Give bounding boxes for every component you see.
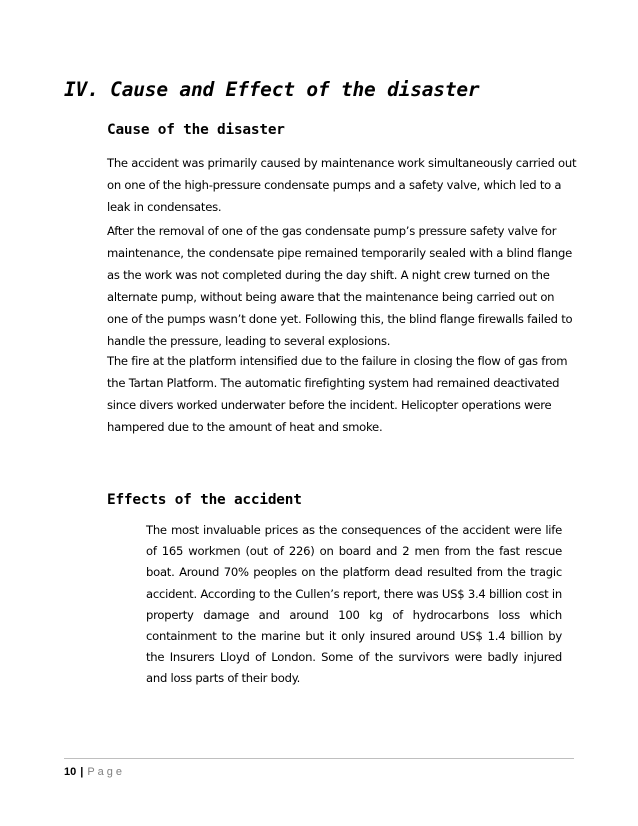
effects-heading: Effects of the accident	[107, 492, 302, 508]
effects-paragraph: The most invaluable prices as the consequences of the accident were life of 165 workmen (out of 226) on board and 2 men from the fast rescue boat. Around 70% peoples on the platform dead resulted from the tragic accident. According to the Cullen’s report, there was US$ 3.4 billion cost in property damage and around 100 kg of hydrocarbons loss which containment to the marine but it only insured around US$ 1.4 billion by the Insurers Lloyd of London. Some of the survivors were badly injured and loss parts of their body.	[146, 523, 562, 686]
cause-paragraph: After the removal of one of the gas condensate pump’s pressure safety valve for maintenance, the condensate pipe remained temporarily sealed with a blind flange as the work was not completed during the day shift. A night crew turned on the alternate pump, without being aware that the maintenance being carried out on one of the pumps wasn’t done yet. Following this, the blind flange firewalls failed to handle the pressure, leading to several explosions.	[107, 224, 573, 348]
page-footer	[64, 766, 125, 778]
page-label: Page	[87, 766, 126, 778]
footer-separator: |	[80, 766, 84, 778]
page-number: 10	[64, 766, 77, 778]
section-title: IV. Cause and Effect of the disaster	[64, 78, 480, 101]
cause-paragraph: The accident was primarily caused by maintenance work simultaneously carried out on one of the high-pressure condensate pumps and a safety valve, which led to a leak in condensates.	[107, 156, 577, 214]
cause-paragraph: The fire at the platform intensified due to the failure in closing the flow of gas from the Tartan Platform. The automatic firefighting system had remained deactivated since divers worked underwater before the incident. Helicopter operations were hampered due to the amount of heat and smoke.	[107, 354, 568, 434]
footer-divider	[64, 758, 574, 759]
cause-heading: Cause of the disaster	[107, 122, 285, 138]
